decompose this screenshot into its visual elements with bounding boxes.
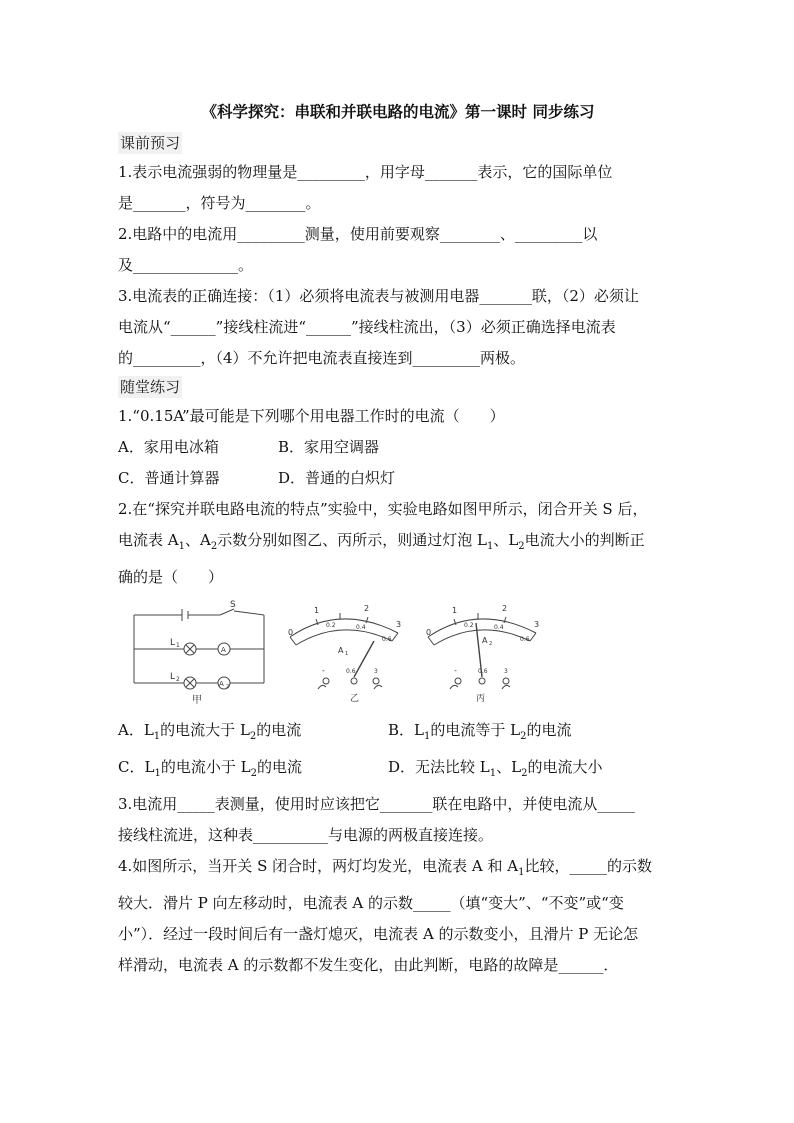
pre-line-1: 1.表示电流强弱的物理量是_________，用字母_______表示，它的国际单位 <box>118 163 613 181</box>
q1-option-d: D．普通的白炽灯 <box>278 469 396 487</box>
terminal-label: - <box>322 666 325 675</box>
ammeter-label-2-sub: 2 <box>226 684 230 690</box>
q2-option-a <box>118 715 388 752</box>
lamp-label-1-sub: 1 <box>176 642 180 649</box>
scale-label: 0 <box>288 628 294 637</box>
subscript: 1 <box>153 731 161 742</box>
q2-text: 电流表 A <box>118 531 179 549</box>
lamp-label-1: L <box>170 638 176 648</box>
subscript: 1 <box>423 731 431 742</box>
option-text: B．L <box>388 721 424 739</box>
q1-options-row-2 <box>118 463 678 494</box>
lamp-label-2-sub: 2 <box>176 676 180 683</box>
pre-line-6: 电流从“______”接线柱流进“______”接线柱流出，（3）必须正确选择电流表 <box>118 318 616 336</box>
q1-option-c: C．普通计算器 <box>118 469 220 487</box>
pre-line-4: 及______________。 <box>118 256 254 274</box>
q3-line-2: 接线柱流进，这种表__________与电源的两极直接连接。 <box>118 826 494 844</box>
scale-label: 0.6 <box>382 636 392 643</box>
q2-option-c <box>118 752 388 789</box>
scale-label: 0.2 <box>326 622 336 629</box>
scale-label: 0.6 <box>520 636 530 643</box>
terminal-label: 0.6 <box>478 668 488 675</box>
option-text: A．L <box>118 721 154 739</box>
q4-line-3: 小”）．经过一段时间后有一盏灯熄灭，电流表 A 的示数变小，且滑片 P 无论怎 <box>118 925 639 943</box>
terminal-label: - <box>454 666 457 675</box>
page-title: 《科学探究：串联和并联电路的电流》第一课时 同步练习 <box>201 102 595 121</box>
q1-option-a: A．家用电冰箱 <box>118 438 219 456</box>
option-text: 的电流大于 L <box>160 721 250 739</box>
terminal-label: 3 <box>374 668 378 675</box>
q2-option-d <box>388 752 603 789</box>
section-in-class: 随堂练习 <box>120 378 181 396</box>
q2-options-row-2 <box>118 752 678 789</box>
circuit-diagram-jia <box>130 597 268 707</box>
subscript: 2 <box>210 541 218 552</box>
pre-line-3: 2.电路中的电流用_________测量，使用前要观察________、_________以 <box>118 225 598 243</box>
q2-figures <box>118 597 678 709</box>
worksheet <box>118 100 678 981</box>
scale-label: 3 <box>534 620 540 629</box>
subscript: 2 <box>518 541 525 552</box>
scale-label: 1 <box>452 606 458 615</box>
q1-stem: 1.“0.15A”最可能是下列哪个用电器工作时的电流（ ） <box>118 407 505 425</box>
subscript: 2 <box>249 731 257 742</box>
scale-label: 0.4 <box>356 624 366 631</box>
figure-label-bing: 丙 <box>476 694 486 704</box>
q4-text: 4.如图所示，当开关 S 闭合时，两灯均发光，电流表 A 和 A <box>118 857 519 875</box>
q2-line-1: 2.在“探究并联电路电流的特点”实验中，实验电路如图甲所示，闭合开关 S 后， <box>118 500 648 518</box>
meter-label: A <box>482 636 488 645</box>
q2-text: 电流大小的判断正 <box>524 531 645 549</box>
scale-label: 0.2 <box>464 622 474 629</box>
q1-option-b: B．家用空调器 <box>278 438 380 456</box>
option-text: 的电流等于 L <box>430 721 521 739</box>
lamp-label-2: L <box>170 672 176 682</box>
pre-line-5: 3.电流表的正确连接：（1）必须将电流表与被测用电器_______联，（2）必须让 <box>118 287 639 305</box>
figure-label-jia: 甲 <box>192 695 202 706</box>
q2-text: 、A <box>184 531 211 549</box>
scale-label: 2 <box>502 604 508 613</box>
q4-line-2: 较大．滑片 P 向左移动时，电流表 A 的示数_____（填“变大”、“不变”或“变 <box>118 894 624 912</box>
terminal-label: 3 <box>504 668 508 675</box>
option-text: 的电流大小 <box>527 758 603 776</box>
scale-label: 1 <box>314 606 320 615</box>
q2-line-2 <box>118 525 678 562</box>
switch-label: S <box>230 600 236 610</box>
q2-options-row-1 <box>118 715 678 752</box>
subscript: 1 <box>518 867 525 878</box>
subscript: 2 <box>521 768 528 779</box>
subscript: 1 <box>154 768 161 779</box>
q4-line-1 <box>118 851 678 888</box>
section-pre-study: 课前预习 <box>120 134 181 152</box>
meter-label-sub: 2 <box>489 641 493 647</box>
option-text: C．L <box>118 758 155 776</box>
q4-text: 比较，_____的示数 <box>524 857 652 875</box>
option-text: 的电流 <box>526 721 572 739</box>
scale-label: 0.4 <box>494 624 504 631</box>
q1-options-row-1 <box>118 432 678 463</box>
option-text: 的电流 <box>256 758 302 776</box>
ammeter-label-2: A <box>219 680 224 688</box>
meter-label-sub: 1 <box>345 651 349 657</box>
ammeter-dial-bing <box>416 597 546 707</box>
subscript: 2 <box>250 768 257 779</box>
pre-line-7: 的_________，（4）不允许把电流表直接连到_________两极。 <box>118 349 526 367</box>
scale-label: 2 <box>364 604 370 613</box>
q2-text: 、L <box>493 531 519 549</box>
q2-option-b <box>388 715 571 752</box>
pre-line-2: 是_______，符号为________。 <box>118 194 321 212</box>
q4-line-4: 样滑动，电流表 A 的示数都不发生变化，由此判断，电路的故障是______． <box>118 956 619 974</box>
figure-label-yi: 乙 <box>350 694 360 704</box>
subscript: 1 <box>178 541 185 552</box>
q2-text: 示数分别如图乙、丙所示，则通过灯泡 L <box>217 531 487 549</box>
q2-line-3: 确的是（ ） <box>118 568 224 586</box>
subscript: 1 <box>489 768 497 779</box>
subscript: 2 <box>520 731 527 742</box>
q3-line-1: 3.电流用_____表测量，使用时应该把它_______联在电路中，并使电流从_____ <box>118 795 635 813</box>
meter-label: A <box>338 646 344 655</box>
option-text: 的电流 <box>256 721 302 739</box>
subscript: 1 <box>486 541 494 552</box>
ammeter-dial-yi <box>278 597 408 707</box>
option-text: 的电流小于 L <box>160 758 251 776</box>
terminal-label: 0.6 <box>346 668 356 675</box>
option-text: 、L <box>496 758 522 776</box>
ammeter-label: A <box>221 646 226 654</box>
option-text: D．无法比较 L <box>388 758 490 776</box>
scale-label: 0 <box>426 628 432 637</box>
scale-label: 3 <box>396 620 402 629</box>
